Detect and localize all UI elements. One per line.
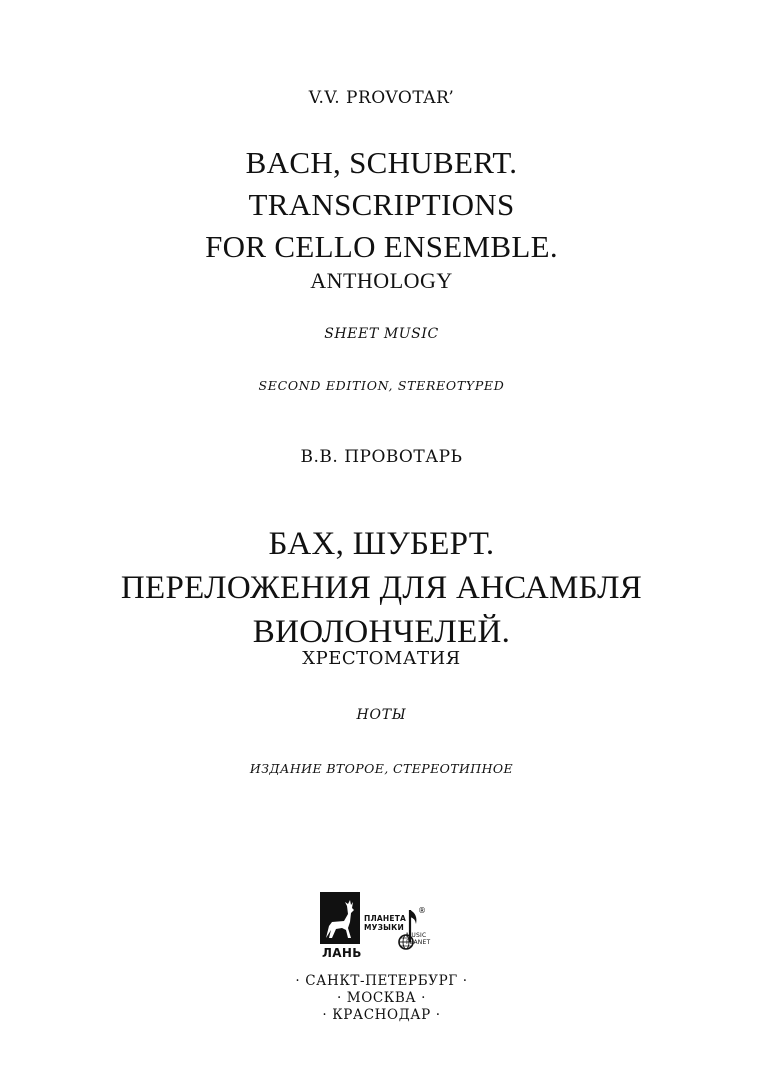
genre-english: SHEET MUSIC [324, 326, 439, 342]
imprint-en-line-2: PLANET [406, 939, 431, 946]
author-english: V.V. PROVOTAR’ [308, 88, 455, 108]
title-english-line-1: BACH, SCHUBERT. [245, 145, 518, 180]
city-krasnodar: · КРАСНОДАР · [322, 1007, 441, 1023]
city-saint-petersburg: · САНКТ-ПЕТЕРБУРГ · [295, 973, 468, 989]
imprint-en-line-1: MUSIC [406, 932, 427, 939]
subtitle-russian: ХРЕСТОМАТИЯ [302, 648, 461, 669]
title-english-line-3: FOR CELLO ENSEMBLE. [205, 229, 558, 264]
edition-english: SECOND EDITION, STEREOTYPED [258, 378, 505, 393]
title-russian-line-2: ПЕРЕЛОЖЕНИЯ ДЛЯ АНСАМБЛЯ [120, 570, 643, 606]
imprint-line-2: МУЗЫКИ [364, 923, 404, 932]
edition-russian: ИЗДАНИЕ ВТОРОЕ, СТЕРЕОТИПНОЕ [249, 761, 514, 776]
publisher-cities [0, 973, 763, 1024]
city-moscow: · МОСКВА · [337, 990, 426, 1006]
genre-russian: НОТЫ [356, 707, 407, 723]
music-planet-imprint-en [406, 932, 430, 946]
subtitle-english: ANTHOLOGY [310, 268, 453, 293]
publisher-logo [318, 892, 448, 962]
title-english-line-2: TRANSCRIPTIONS [248, 187, 515, 222]
title-russian-line-1: БАХ, ШУБЕРТ. [268, 526, 495, 562]
title-russian-line-3: ВИОЛОНЧЕЛЕЙ. [252, 614, 511, 650]
title-russian [0, 522, 763, 654]
imprint-line-1: ПЛАНЕТА [364, 914, 407, 923]
registered-mark: ® [418, 906, 426, 915]
title-english [0, 142, 763, 268]
lan-logo-word: ЛАНЬ [322, 946, 362, 960]
author-russian: В.В. ПРОВОТАРЬ [300, 447, 463, 467]
